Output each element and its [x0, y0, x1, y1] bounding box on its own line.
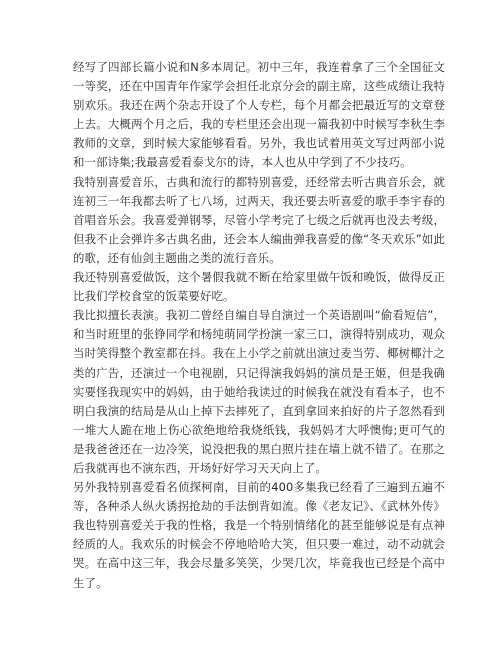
paragraph-cooking: 我还特别喜爱做饭，这个暑假我就不断在给家里做午饭和晚饭，做得反正比我们学校食堂的饭菜要好吃。 [73, 270, 445, 304]
paragraph-acting: 我比拟擅长表演。我初二曾经自编自导自演过一个英语剧叫“偷看短信”，和当时班里的张铮同学和杨纯萌同学扮演一家三口，演得特别成功，观众当时笑得整个教室都在抖。我在上小学之前就出演过麦当劳、椰树椰汁之类的广告，还演过一个电视剧，只记得演我妈妈的演员是王姬，但是我确实要怪我现实中的妈妈，由于她给我读过的时候我在就没有看本子，也不明白我演的结局是从山上掉下去摔死了，直到拿回来拍好的片子忽然看到一堆大人跪在地上伤心欲绝地给我烧纸钱，我妈妈才大呼懊悔;更可气的是我爸爸还在一边冷笑，说没把我的黑白照片挂在墙上就不错了。在那之后我就再也不演东西，开场好好学习天天向上了。 [73, 308, 445, 475]
paragraph-music: 我特别喜爱音乐，古典和流行的都特别喜爱，还经常去听古典音乐会，就连初三一年我都去听了七八场，过两天，我还要去听喜爱的歌手李宇春的首唱音乐会。我喜爱弹钢琴，尽管小学考完了七级之后就再也没去考级，但我不止会弹许多古典名曲，还会本人编曲弹我喜爱的像“冬天欢乐”如此的歌，还有仙剑主题曲之类的流行音乐。 [73, 174, 445, 265]
paragraph-personality: 另外我特别喜爱看名侦探柯南，目前的400多集我已经看了三遍到五遍不等，各种杀人纵火诱拐抢劫的手法倒背如流。像《老友记》、《武林外传》我也特别喜爱关于我的性格，我是一个特别情绪化的甚至能够说是有点神经质的人。我欢乐的时候会不停地哈哈大笑，但只要一难过，动不动就会哭。在高中这三年，我会尽量多笑笑，少哭几次，毕竟我也已经是个高中生了。 [73, 480, 445, 590]
document-page [73, 58, 445, 593]
paragraph-writing: 经写了四部长篇小说和N多本周记。初中三年，我连着拿了三个全国征文一等奖，还在中国青年作家学会担任北京分会的副主席，这些成绩让我特别欢乐。我还在两个杂志开设了个人专栏，每个月都会把最近写的文章登上去。大概两个月之后，我的专栏里还会出现一篇我初中时候写李秋生李教师的文章，到时候大家能够看看。另外，我也试着用英文写过两部小说和一部诗集;我最喜爱看泰戈尔的诗，本人也从中学到了不少技巧。 [73, 60, 445, 170]
